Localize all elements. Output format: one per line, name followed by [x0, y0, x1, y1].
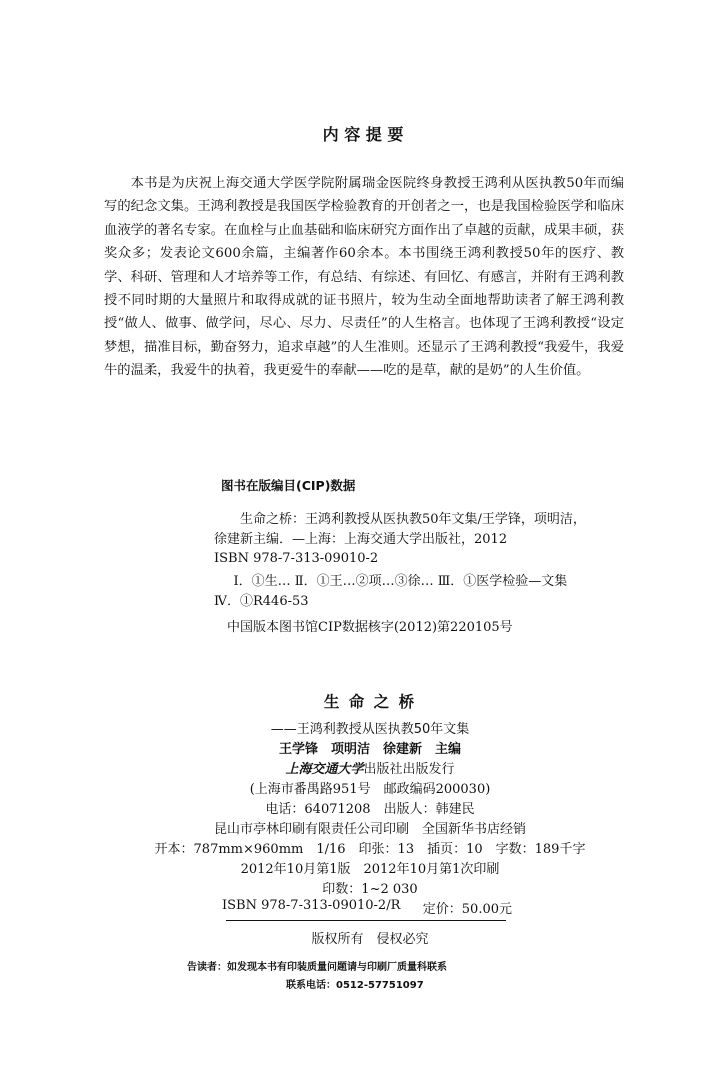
publisher-logo: 上海交通大学	[285, 762, 364, 777]
contact-phone: 联系电话：0512-57751097	[286, 980, 424, 991]
isbn-price-row	[222, 898, 512, 917]
cip-isbn: ISBN 978-7-313-09010-2	[214, 551, 379, 566]
book-subtitle: ——王鸿利教授从医执教50年文集	[270, 722, 470, 737]
colophon-isbn: ISBN 978-7-313-09010-2/R	[222, 898, 401, 913]
cip-title: 图书在版编目(CIP)数据	[221, 478, 356, 493]
book-specs: 开本：787mm×960mm 1/16 印张：13 插页：10 字数：189千字	[154, 842, 586, 857]
divider	[226, 920, 506, 921]
print-run: 印数：1~2 030	[322, 882, 418, 897]
publisher-address: (上海市番禺路951号 邮政编码200030)	[249, 782, 491, 797]
cip-verification: 中国版本图书馆CIP数据核字(2012)第220105号	[227, 620, 513, 635]
publisher	[140, 758, 600, 777]
summary-heading: 内 容 提 要	[322, 125, 404, 144]
cip-classification: Ⅰ．①生… Ⅱ．①王…②项…③徐… Ⅲ．①医学检验—文集 Ⅳ．①R446-53	[214, 574, 568, 609]
reader-notice: 告读者：如发现本书有印装质量问题请与印刷厂质量科联系	[187, 962, 447, 973]
cip-record-main: 生命之桥：王鸿利教授从医执教50年文集/王学锋，项明洁，徐建新主编．—上海：上海交通大学出版社，2012	[214, 512, 586, 547]
publisher-suffix: 出版社出版发行	[363, 762, 455, 777]
summary-body: 本书是为庆祝上海交通大学医学院附属瑞金医院终身教授王鸿利从医执教50年而编写的纪念文集。王鸿利教授是我国医学检验教育的开创者之一，也是我国检验医学和临床血液学的著名专家。在血栓与止血基础和临床研究方面作出了卓越的贡献，成果丰硕，获奖众多；发表论文600余篇，主编著作60余本。本书围绕王鸿利教授50年的医疗、教学、科研、管理和人才培养等工作，有总结、有综述、有回忆、有感言，并附有王鸿利教授不同时期的大量照片和取得成就的证书照片，较为生动全面地帮助读者了解王鸿利教授“做人、做事、做学问，尽心、尽力、尽责任”的人生格言。也体现了王鸿利教授“设定梦想，描准目标，勤奋努力，追求卓越”的人生准则。还显示了王鸿利教授“我爱牛，我爱牛的温柔，我爱牛的执着，我更爱牛的奉献——吃的是草，献的是奶”的人生价值。	[104, 176, 624, 379]
rights-notice: 版权所有 侵权必究	[311, 932, 429, 947]
price: 定价：50.00元	[422, 902, 512, 917]
book-title: 生 命 之 桥	[323, 693, 417, 711]
editors: 王学锋 项明洁 徐建新 主编	[278, 742, 461, 757]
printer-distributor: 昆山市亭林印刷有限责任公司印刷 全国新华书店经销	[213, 822, 526, 837]
cip-record	[214, 510, 590, 569]
publisher-phone: 电话：64071208 出版人：韩建民	[265, 802, 475, 817]
edition-info: 2012年10月第1版 2012年10月第1次印刷	[240, 862, 500, 877]
